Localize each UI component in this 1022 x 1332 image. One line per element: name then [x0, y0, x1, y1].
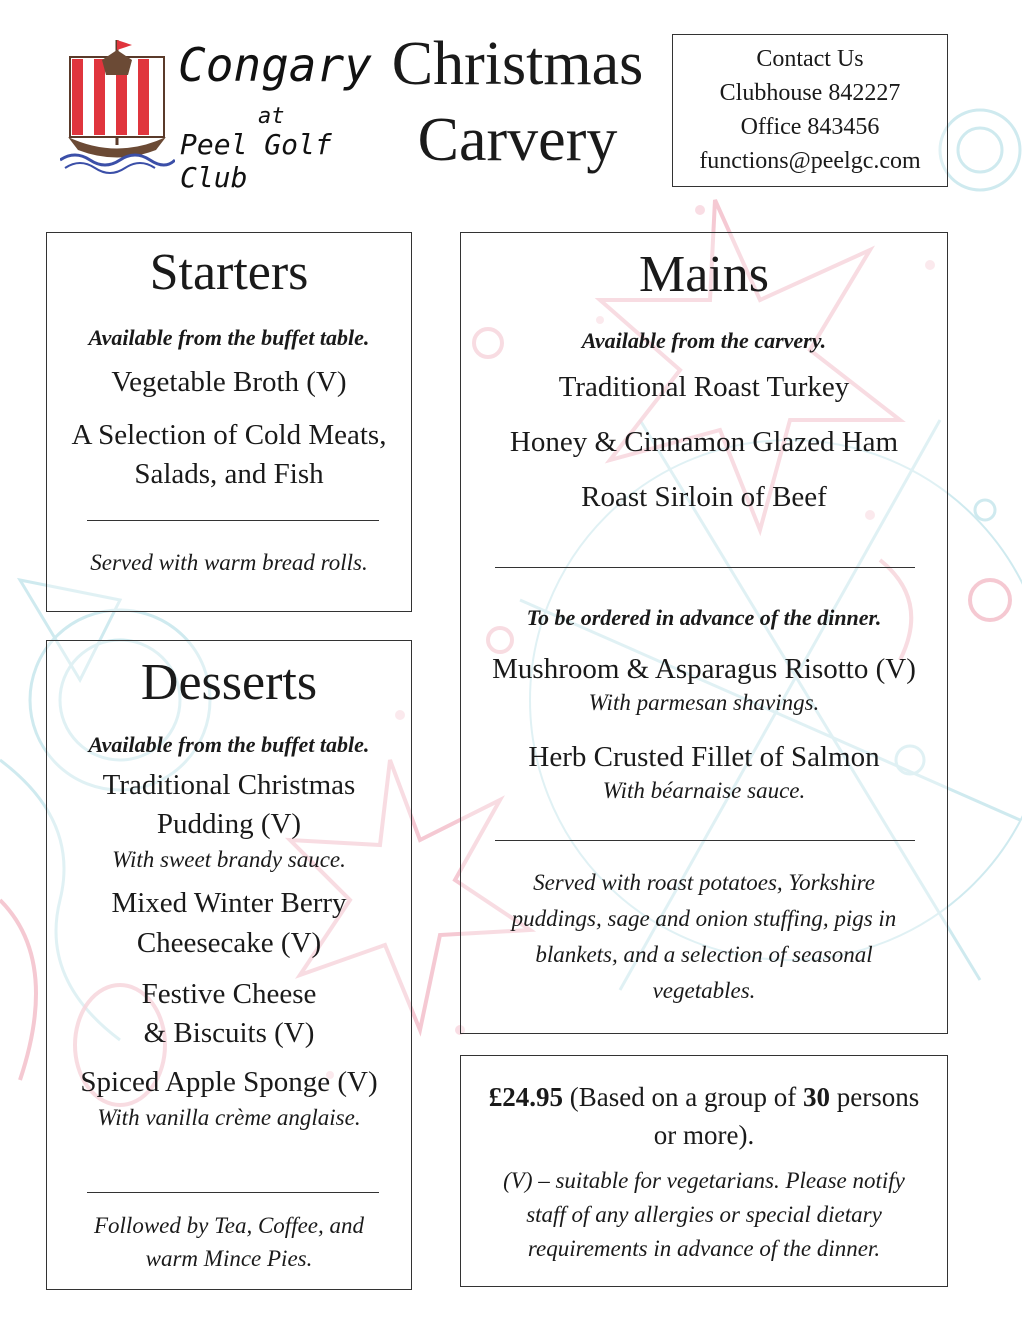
mains-advance-heading: To be ordered in advance of the dinner.	[526, 605, 882, 630]
starters-item-cold-meats-1: A Selection of Cold Meats,	[71, 419, 387, 452]
contact-box	[672, 34, 948, 187]
viking-ship-icon	[60, 35, 175, 175]
mains-section	[460, 232, 948, 1034]
desserts-item-cheesecake-1: Mixed Winter Berry	[111, 887, 347, 920]
price-text-a: (Based on a group of	[563, 1082, 803, 1112]
mains-item-turkey: Traditional Roast Turkey	[558, 371, 850, 403]
desserts-item-pudding-note: With sweet brandy sauce.	[112, 847, 346, 873]
mains-title: Mains	[639, 246, 769, 303]
contact-email[interactable]: functions@peelgc.com	[699, 148, 921, 174]
desserts-footer-2: warm Mince Pies.	[145, 1246, 313, 1271]
veg-note-2: staff of any allergies or special dietary	[526, 1202, 882, 1227]
price-amount: £24.95	[488, 1082, 564, 1112]
starters-subtitle: Available from the buffet table.	[88, 325, 370, 350]
starters-title: Starters	[149, 244, 309, 301]
logo	[55, 30, 385, 194]
starters-section	[46, 232, 412, 612]
mains-footer-4: vegetables.	[652, 978, 756, 1003]
logo-main-text: Congary	[178, 38, 372, 92]
contact-clubhouse: Clubhouse 842227	[719, 80, 901, 106]
price-text-c: or more).	[653, 1120, 755, 1150]
desserts-item-pudding-1: Traditional Christmas	[102, 769, 356, 801]
desserts-item-cheesecake-2: Cheesecake (V)	[136, 926, 322, 959]
mains-subtitle: Available from the carvery.	[581, 328, 827, 353]
pricing-box	[460, 1055, 948, 1287]
starters-footer: Served with warm bread rolls.	[90, 550, 368, 575]
desserts-item-sponge: Spiced Apple Sponge (V)	[80, 1066, 378, 1099]
starters-item-broth: Vegetable Broth (V)	[111, 366, 347, 398]
desserts-subtitle: Available from the buffet table.	[88, 732, 370, 757]
desserts-item-cheese-1: Festive Cheese	[141, 977, 317, 1010]
mains-item-risotto-note: With parmesan shavings.	[588, 690, 820, 716]
price-text-b: persons	[829, 1082, 920, 1112]
mains-footer	[461, 865, 947, 1009]
mains-item-beef: Roast Sirloin of Beef	[581, 481, 827, 514]
desserts-item-cheese-2: & Biscuits (V)	[143, 1016, 315, 1049]
contact-heading: Contact Us	[756, 46, 864, 72]
mains-footer-2: puddings, sage and onion stuffing, pigs in	[511, 906, 897, 931]
desserts-section	[46, 640, 412, 1290]
price-line	[461, 1078, 947, 1116]
desserts-footer-1: Followed by Tea, Coffee, and	[93, 1213, 364, 1238]
mains-footer-1: Served with roast potatoes, Yorkshire	[533, 870, 875, 895]
starters-item-cold-meats-2: Salads, and Fish	[134, 458, 324, 491]
title-line-1: Christmas	[391, 30, 644, 98]
title-line-2: Carvery	[417, 106, 618, 174]
veg-note-3: requirements in advance of the dinner.	[527, 1236, 881, 1261]
mains-item-salmon: Herb Crusted Fillet of Salmon	[528, 740, 880, 773]
desserts-divider	[87, 1192, 379, 1193]
logo-at-text: at	[258, 104, 285, 129]
group-size: 30	[802, 1082, 830, 1112]
mains-item-risotto: Mushroom & Asparagus Risotto (V)	[492, 653, 916, 685]
page-title	[385, 28, 650, 180]
desserts-item-sponge-note: With vanilla crème anglaise.	[97, 1105, 361, 1131]
logo-sub-text: Peel Golf Club	[180, 128, 332, 194]
mains-item-salmon-note: With béarnaise sauce.	[602, 778, 806, 804]
contact-office: Office 843456	[740, 114, 880, 140]
mains-footer-3: blankets, and a selection of seasonal	[535, 942, 873, 967]
veg-note-1: (V) – suitable for vegetarians. Please notify	[503, 1168, 905, 1193]
mains-divider-1	[495, 567, 915, 568]
starters-divider	[87, 520, 379, 521]
desserts-title: Desserts	[140, 654, 318, 711]
mains-item-ham: Honey & Cinnamon Glazed Ham	[509, 426, 899, 459]
mains-divider-2	[495, 840, 915, 841]
desserts-item-pudding-2: Pudding (V)	[156, 808, 302, 841]
